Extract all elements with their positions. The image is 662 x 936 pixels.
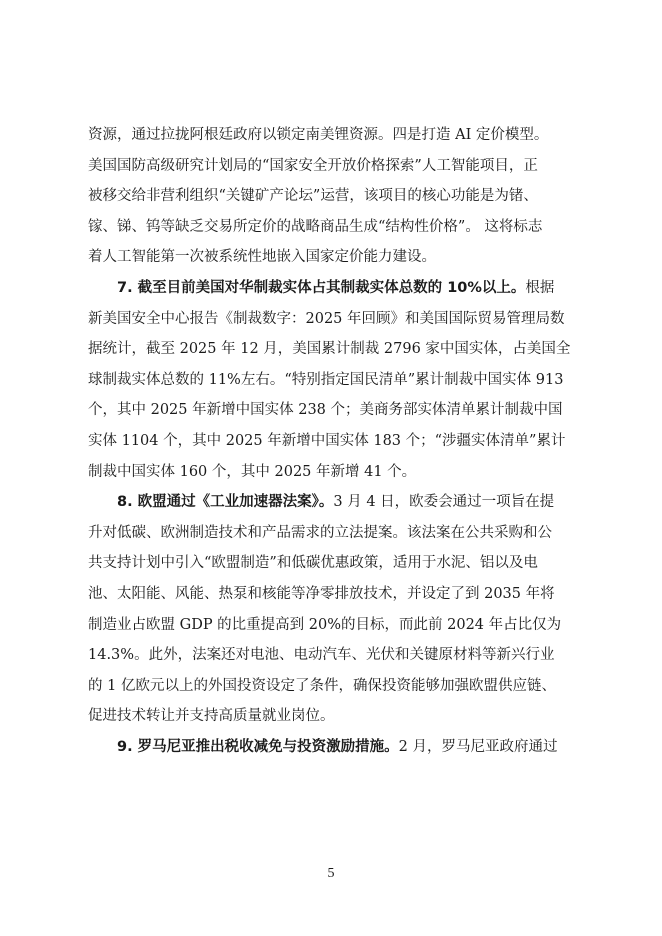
text-line: 制造业占欧盟 GDP 的比重提高到 20%的目标，而此前 2024 年占比仅为 <box>88 616 562 633</box>
text-line: 14.3%。此外，法案还对电池、电动汽车、光伏和关键原材料等新兴行业 <box>88 647 555 664</box>
text-line: 镓、锑、钨等缺乏交易所定价的战略商品生成“结构性价格”。 这将标志 <box>88 218 543 235</box>
text-line: 据统计，截至 2025 年 12 月，美国累计制裁 2796 家中国实体，占美国全 <box>88 341 571 358</box>
text-line: 新美国安全中心报告《制裁数字：2025 年回顾》和美国国际贸易管理局数 <box>88 310 565 327</box>
paragraph-item-8 <box>88 487 584 732</box>
item-first-line-text: 根据 <box>525 279 555 296</box>
page-content <box>88 120 584 762</box>
text-line: 池、太阳能、风能、热泵和核能等净零排放技术，并设定了到 2035 年将 <box>88 585 555 602</box>
page-number: 5 <box>327 866 335 881</box>
item-heading: 7. 截至目前美国对华制裁实体占其制裁实体总数的 10%以上。 <box>117 279 526 296</box>
text-line: 促进技术转让并支持高质量就业岗位。 <box>88 708 335 725</box>
text-line: 美国国防高级研究计划局的“国家安全开放价格探索”人工智能项目，正 <box>88 157 538 174</box>
text-line: 制裁中国实体 160 个，其中 2025 年新增 41 个。 <box>88 463 417 480</box>
item-first-line <box>88 732 584 763</box>
text-line: 球制裁实体总数的 11%左右。“特别指定国民清单”累计制裁中国实体 913 <box>88 371 564 388</box>
text-line: 的 1 亿欧元以上的外国投资设定了条件，确保投资能够加强欧盟供应链、 <box>88 677 556 694</box>
item-heading: 8. 欧盟通过《工业加速器法案》。 <box>117 494 334 511</box>
text-line: 个，其中 2025 年新增中国实体 238 个；美商务部实体清单累计制裁中国 <box>88 402 563 419</box>
item-first-line-text: 2 月，罗马尼亚政府通过 <box>398 738 558 755</box>
text-line: 共支持计划中引入“欧盟制造”和低碳优惠政策，适用于水泥、铝以及电 <box>88 555 538 572</box>
text-line: 资源，通过拉拢阿根廷政府以锁定南美锂资源。四是打造 AI 定价模型。 <box>88 127 549 143</box>
item-first-line <box>88 487 584 518</box>
item-first-line <box>88 273 584 304</box>
item-heading: 9. 罗马尼亚推出税收减免与投资激励措施。 <box>117 738 399 755</box>
paragraph-item-9 <box>88 732 584 763</box>
text-line: 被移交给非营利组织“关键矿产论坛”运营，该项目的核心功能是为锗、 <box>88 188 538 205</box>
paragraph-item-7 <box>88 273 584 487</box>
text-line: 着人工智能第一次被系统性地嵌入国家定价能力建设。 <box>88 249 436 266</box>
text-line: 升对低碳、欧洲制造技术和产品需求的立法提案。该法案在公共采购和公 <box>88 524 552 541</box>
text-line: 实体 1104 个，其中 2025 年新增中国实体 183 个；“涉疆实体清单”累计 <box>88 432 566 449</box>
paragraph-1 <box>88 120 584 273</box>
item-first-line-text: 3 月 4 日，欧委会通过一项旨在提 <box>333 494 555 511</box>
